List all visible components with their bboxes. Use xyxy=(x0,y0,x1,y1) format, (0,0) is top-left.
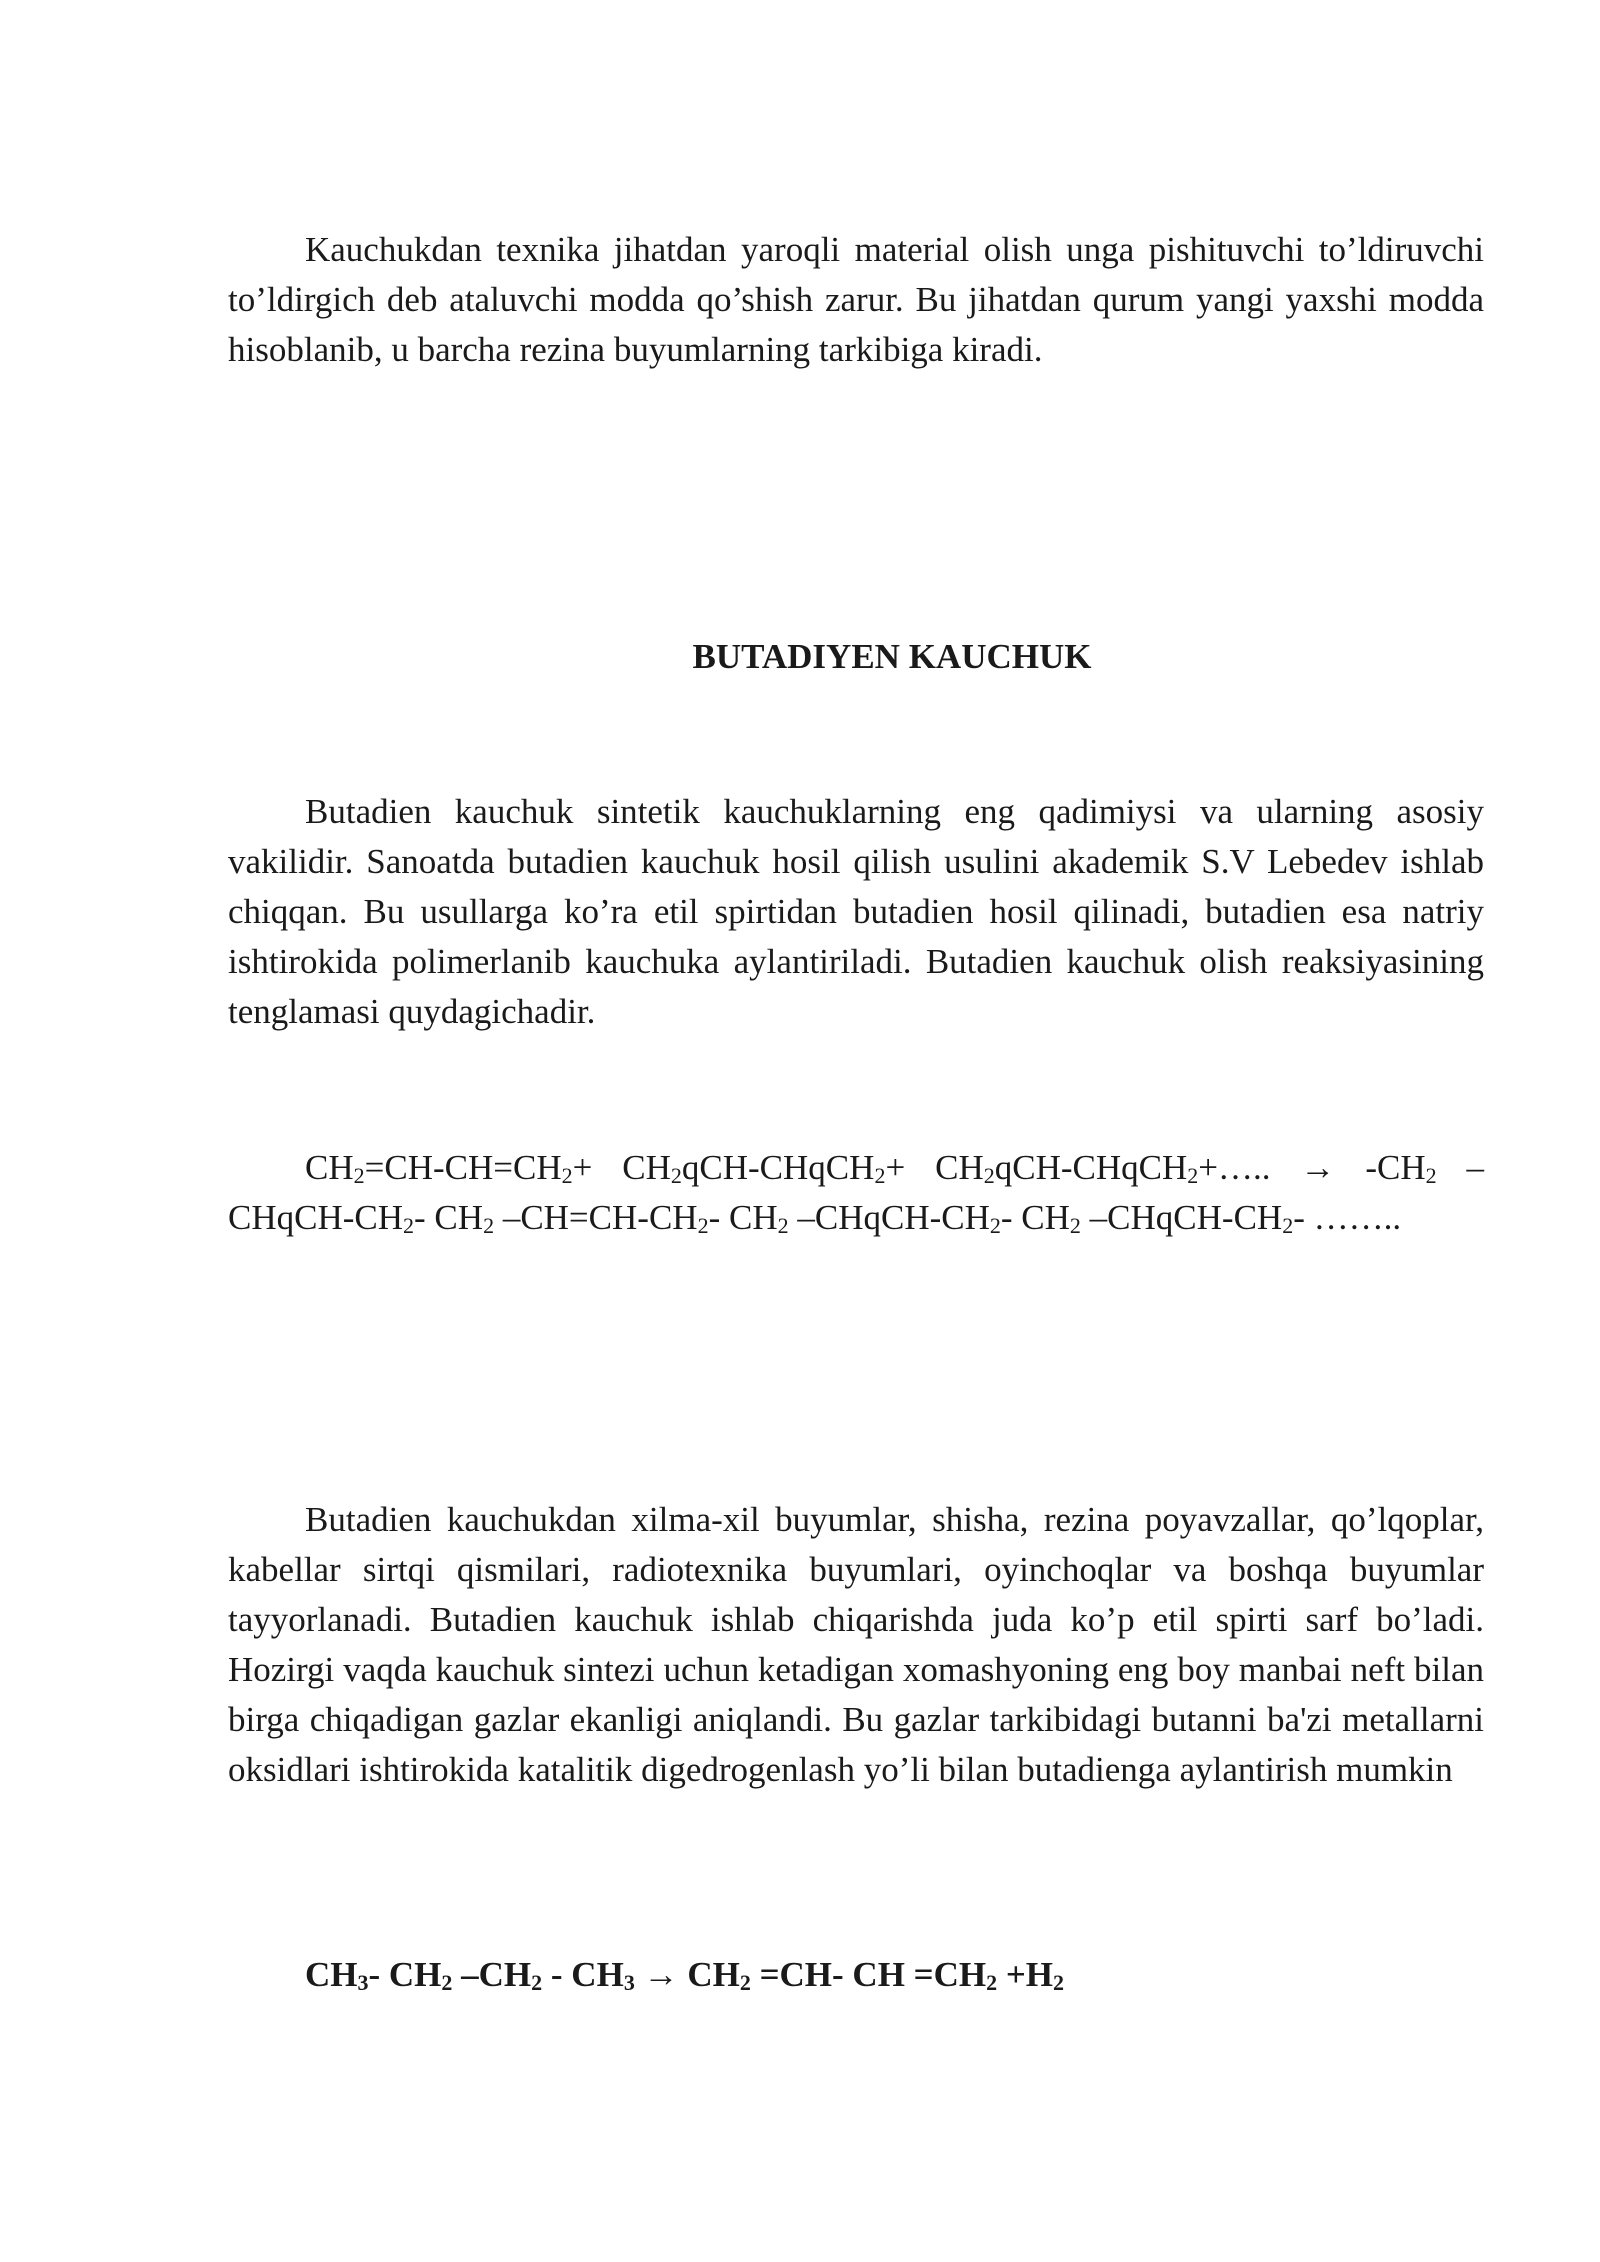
paragraph-intro: Kauchukdan texnika jihatdan yaroqli material olish unga pishituvchi to’ldiruvchi to’ldirgich deb ataluvchi modda qo’shish zarur. Bu jihatdan qurum yangi yaxshi modda hisoblanib, u barcha rezina buyumlarning tarkibiga kiradi. xyxy=(228,230,1484,369)
formula-subscript: 2 xyxy=(353,1163,365,1188)
paragraph-butadiene-description: Butadien kauchuk sintetik kauchuklarning eng qadimiysi va ularning asosiy vakilidir. Sanoatda butadien kauchuk hosil qilish usulini akademik S.V Lebedev ishlab chiqqan. Bu usullarga ko’ra etil spirtidan butadien hosil qilinadi, butadien esa natriy ishtirokida polimerlanib kauchuka aylantiriladi. Butadien kauchuk olish reaksiyasining tenglamasi quydagichadir. xyxy=(228,792,1484,1031)
formula-subscript: 3 xyxy=(357,1970,369,1995)
formula-subscript: 2 xyxy=(1425,1163,1437,1188)
dehydrogenation-equation: $CH_3-$ $CH_2$ $-CH_2 - CH_3 \to CH_2 =CH-$ CH $=CH_2 +H_2$ xyxy=(305,1955,1065,1995)
formula-subscript: 2 xyxy=(531,1970,543,1995)
formula-subscript: 2 xyxy=(874,1163,886,1188)
equation-line-1: $CH_2=CH-CH=CH_2+$ $CH_2qCH-CHqCH_2+$ $CH_2qCH-CHqCH_2+\dots$.. → $-CH_2$ – xyxy=(305,1148,1484,1188)
formula-subscript: 2 xyxy=(1187,1163,1199,1188)
formula-subscript: 2 xyxy=(1053,1970,1065,1995)
formula-subscript: 2 xyxy=(441,1970,453,1995)
formula-subscript: 2 xyxy=(697,1213,709,1238)
paragraph-butadiene-uses: Butadien kauchukdan xilma-xil buyumlar, shisha, rezina poyavzallar, qo’lqoplar, kabellar sirtqi qismilari, radiotexnika buyumlari, oyinchoqlar va boshqa buyumlar tayyorlanadi. Butadien kauchuk ishlab chiqarishda juda ko’p etil spirti sarf bo’ladi. Hozirgi vaqda kauchuk sintezi uchun ketadigan xomashyoning eng boy manbai neft bilan birga chiqadigan gazlar ekanligi aniqlandi. Bu gazlar tarkibidagi butanni ba'zi metallarni oksidlari ishtirokida katalitik digedrogenlash yo’li bilan butadienga aylantirish mumkin xyxy=(228,1500,1484,1789)
formula-subscript: 2 xyxy=(983,1163,995,1188)
formula-subscript: 2 xyxy=(777,1213,789,1238)
section-heading: BUTADIYEN KAUCHUK xyxy=(692,637,1092,676)
formula-subscript: 2 xyxy=(670,1163,682,1188)
formula-subscript: 2 xyxy=(1282,1213,1294,1238)
formula-subscript: 2 xyxy=(403,1213,415,1238)
formula-subscript: 3 xyxy=(623,1970,635,1995)
formula-subscript: 2 xyxy=(1069,1213,1081,1238)
formula-subscript: 2 xyxy=(989,1213,1001,1238)
formula-subscript: 2 xyxy=(986,1970,998,1995)
equation-line-2: CHqCH-$CH_2-$ $CH_2$ $-CH=CH-CH_2-$ $CH_2$ $-CHqCH-CH_2-$ $CH_2$ $-CHqCH-CH_2-$ …….. xyxy=(228,1198,1402,1238)
polymerization-equation xyxy=(228,1143,1484,1243)
formula-subscript: 2 xyxy=(561,1163,573,1188)
formula-subscript: 2 xyxy=(739,1970,751,1995)
formula-subscript: 2 xyxy=(483,1213,495,1238)
